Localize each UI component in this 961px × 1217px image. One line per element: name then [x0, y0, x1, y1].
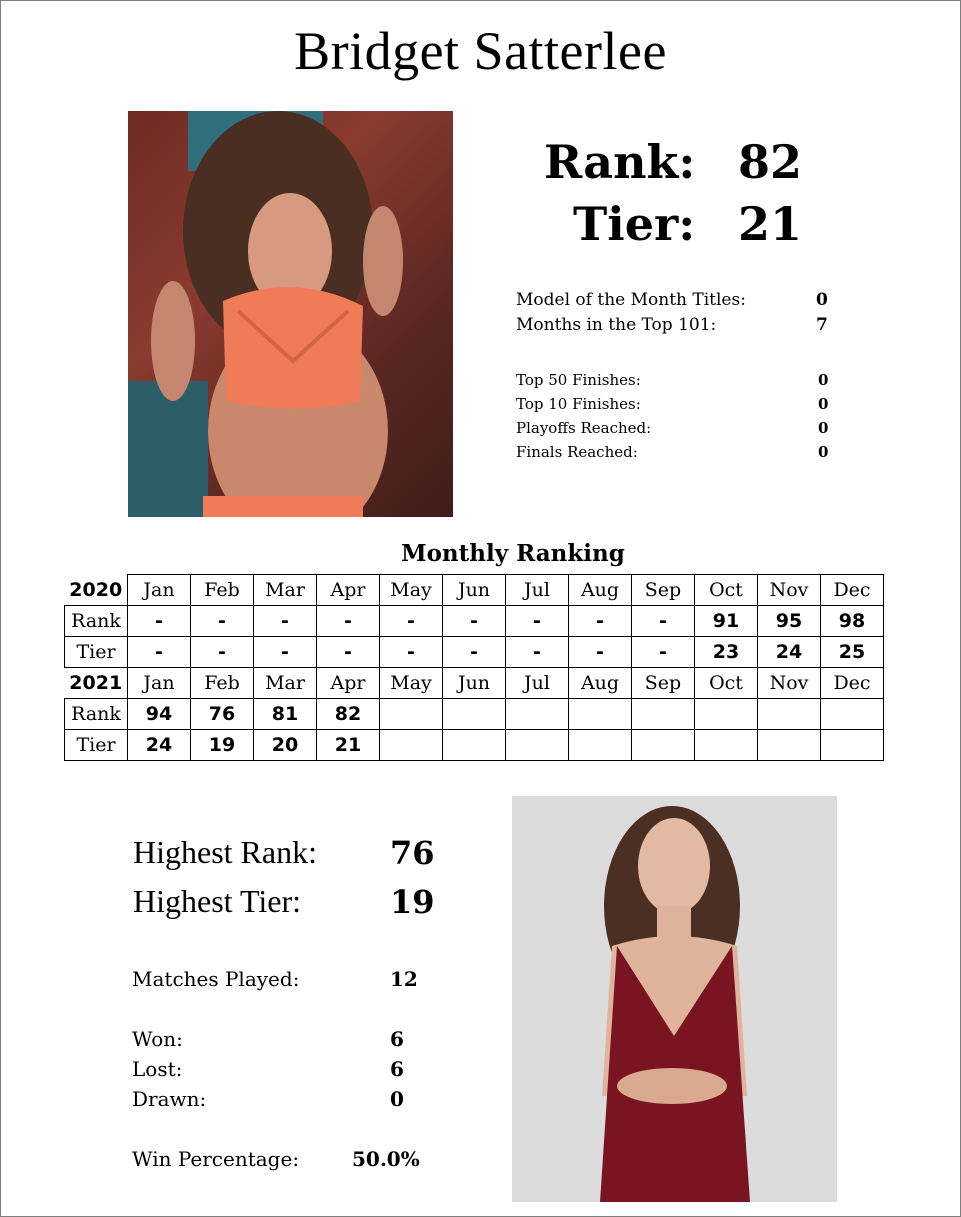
rank-cell: -: [506, 606, 569, 637]
lost-value: 6: [390, 1057, 404, 1081]
month-header: Jul: [506, 668, 569, 699]
tier-cell: 24: [128, 730, 191, 761]
highest-rank-label: Highest Rank:: [133, 834, 317, 870]
rank-row-label: Rank: [65, 699, 128, 730]
rank-cell: [632, 699, 695, 730]
rank-cell: [380, 699, 443, 730]
rank-cell: -: [317, 606, 380, 637]
model-name: Bridget Satterlee: [294, 21, 667, 81]
drawn-label: Drawn:: [132, 1087, 207, 1111]
rank-cell: -: [569, 606, 632, 637]
tier-row-label: Tier: [65, 637, 128, 668]
highest-tier-label: Highest Tier:: [133, 883, 302, 919]
tier-cell: -: [254, 637, 317, 668]
tier-value: 21: [738, 197, 803, 251]
month-header: Mar: [254, 668, 317, 699]
rank-cell: 91: [695, 606, 758, 637]
month-header: Apr: [317, 575, 380, 606]
month-header: Apr: [317, 668, 380, 699]
rank-cell: 76: [191, 699, 254, 730]
month-header: Dec: [821, 575, 884, 606]
rank-value: 82: [738, 135, 803, 189]
top101-label: Months in the Top 101:: [516, 315, 717, 335]
tier-cell: [380, 730, 443, 761]
photo-swimsuit: [128, 111, 453, 517]
rank-cell: -: [191, 606, 254, 637]
year-label: 2020: [69, 578, 123, 601]
tier-cell: 24: [758, 637, 821, 668]
month-header: Jan: [128, 575, 191, 606]
tier-row-label: Tier: [65, 730, 128, 761]
rank-cell: 94: [128, 699, 191, 730]
tier-cell: [443, 730, 506, 761]
won-label: Won:: [132, 1027, 183, 1051]
rank-cell: 95: [758, 606, 821, 637]
matches-played-label: Matches Played:: [132, 967, 300, 991]
tier-cell: -: [443, 637, 506, 668]
motm-value: 0: [816, 290, 828, 310]
tier-cell: 21: [317, 730, 380, 761]
month-header: Sep: [632, 668, 695, 699]
month-header: Sep: [632, 575, 695, 606]
lost-label: Lost:: [132, 1057, 183, 1081]
month-header: Aug: [569, 575, 632, 606]
won-value: 6: [390, 1027, 404, 1051]
win-percentage-value: 50.0%: [352, 1147, 420, 1171]
tier-cell: [632, 730, 695, 761]
month-header: Aug: [569, 668, 632, 699]
tier-cell: [695, 730, 758, 761]
rank-cell: 81: [254, 699, 317, 730]
monthly-ranking-title: Monthly Ranking: [401, 540, 625, 567]
tier-cell: 20: [254, 730, 317, 761]
top50-value: 0: [818, 371, 829, 389]
rank-cell: -: [632, 606, 695, 637]
rank-row-label: Rank: [65, 606, 128, 637]
rank-cell: [443, 699, 506, 730]
tier-cell: -: [128, 637, 191, 668]
tier-label: Tier:: [573, 197, 696, 251]
tier-cell: 23: [695, 637, 758, 668]
rank-cell: -: [254, 606, 317, 637]
rank-cell: [695, 699, 758, 730]
rank-label: Rank:: [544, 135, 696, 189]
rank-cell: 98: [821, 606, 884, 637]
drawn-value: 0: [390, 1087, 404, 1111]
month-header: Oct: [695, 575, 758, 606]
month-header: Oct: [695, 668, 758, 699]
monthly-ranking-table: [64, 574, 884, 761]
month-header: Mar: [254, 575, 317, 606]
month-header: Nov: [758, 668, 821, 699]
top10-value: 0: [818, 395, 829, 413]
rank-cell: [758, 699, 821, 730]
month-header: Jun: [443, 668, 506, 699]
tier-cell: 19: [191, 730, 254, 761]
rank-cell: [821, 699, 884, 730]
tier-cell: [506, 730, 569, 761]
tier-cell: -: [191, 637, 254, 668]
rank-cell: 82: [317, 699, 380, 730]
rank-cell: -: [128, 606, 191, 637]
month-header: Nov: [758, 575, 821, 606]
rank-cell: [506, 699, 569, 730]
rank-cell: -: [443, 606, 506, 637]
photo-dress: [512, 796, 837, 1202]
year-label: 2021: [69, 672, 123, 694]
finals-value: 0: [818, 443, 829, 461]
rank-cell: [569, 699, 632, 730]
month-header: Jun: [443, 575, 506, 606]
tier-cell: -: [632, 637, 695, 668]
motm-label: Model of the Month Titles:: [516, 290, 746, 310]
month-header: Feb: [191, 575, 254, 606]
top50-label: Top 50 Finishes:: [516, 371, 641, 389]
tier-cell: 25: [821, 637, 884, 668]
month-header: Dec: [821, 668, 884, 699]
tier-cell: [569, 730, 632, 761]
matches-played-value: 12: [390, 967, 418, 991]
tier-cell: -: [317, 637, 380, 668]
month-header: Jan: [128, 668, 191, 699]
highest-rank-value: 76: [390, 834, 435, 872]
month-header: Feb: [191, 668, 254, 699]
month-header: Jul: [506, 575, 569, 606]
top101-value: 7: [816, 315, 828, 335]
playoffs-label: Playoffs Reached:: [516, 419, 652, 437]
playoffs-value: 0: [818, 419, 829, 437]
tier-cell: -: [506, 637, 569, 668]
month-header: May: [380, 575, 443, 606]
highest-tier-value: 19: [390, 883, 435, 921]
tier-cell: -: [569, 637, 632, 668]
tier-cell: -: [380, 637, 443, 668]
top10-label: Top 10 Finishes:: [516, 395, 641, 413]
win-percentage-label: Win Percentage:: [132, 1147, 300, 1171]
rank-cell: -: [380, 606, 443, 637]
tier-cell: [821, 730, 884, 761]
tier-cell: [758, 730, 821, 761]
finals-label: Finals Reached:: [516, 443, 638, 461]
month-header: May: [380, 668, 443, 699]
